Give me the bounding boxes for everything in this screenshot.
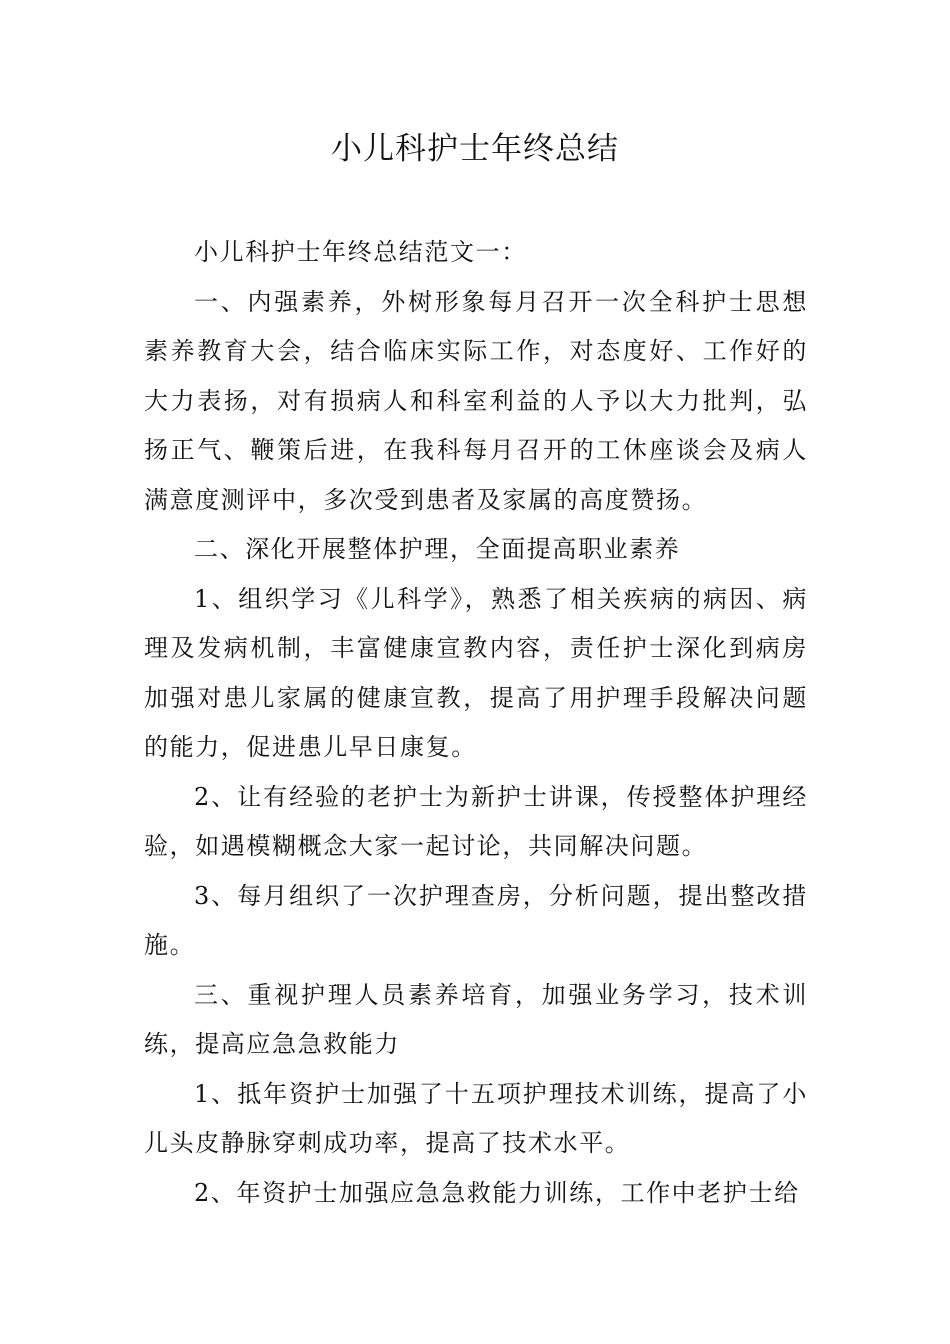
paragraph-item-2-3: 3、每月组织了一次护理查房，分析问题，提出整改措施。 xyxy=(144,881,808,959)
paragraph-section-3-heading: 三、重视护理人员素养培育，加强业务学习，技术训练，提高应急急救能力 xyxy=(144,980,808,1058)
document-title: 小儿科护士年终总结 xyxy=(331,131,619,167)
paragraph-section-2-heading: 二、深化开展整体护理，全面提高职业素养 xyxy=(194,535,681,563)
document-body xyxy=(144,228,808,1218)
paragraph-intro: 小儿科护士年终总结范文一： xyxy=(194,238,527,266)
paragraph-item-2-2: 2、让有经验的老护士为新护士讲课，传授整体护理经验，如遇模糊概念大家一起讨论，共同解决问题。 xyxy=(144,782,808,860)
paragraph-item-2-1: 1、组织学习《儿科学》，熟悉了相关疾病的病因、病理及发病机制，丰富健康宣教内容，责任护士深化到病房加强对患儿家属的健康宣教，提高了用护理手段解决问题的能力，促进患儿早日康复。 xyxy=(144,584,808,761)
paragraph-section-1: 一、内强素养，外树形象每月召开一次全科护士思想素养教育大会，结合临床实际工作，对态度好、工作好的大力表扬，对有损病人和科室利益的人予以大力批判，弘扬正气、鞭策后进，在我科每月召开的工休座谈会及病人满意度测评中，多次受到患者及家属的高度赞扬。 xyxy=(144,287,808,514)
paragraph-item-3-2: 2、年资护士加强应急急救能力训练，工作中老护士给 xyxy=(194,1178,800,1207)
paragraph-item-3-1: 1、抵年资护士加强了十五项护理技术训练，提高了小儿头皮静脉穿刺成功率，提高了技术水平。 xyxy=(144,1079,808,1157)
